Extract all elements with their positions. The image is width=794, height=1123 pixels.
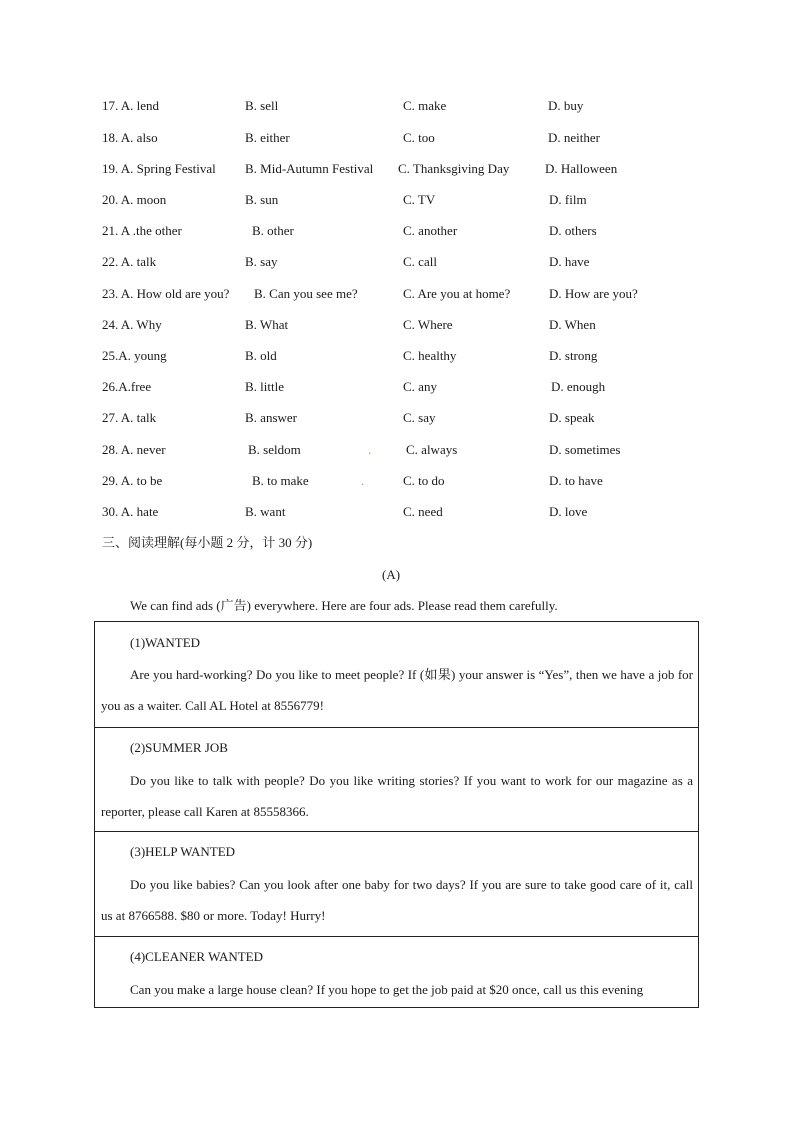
- ads-table: [94, 621, 699, 1008]
- ad-box: [95, 936, 698, 1007]
- question-row: [0, 128, 794, 148]
- option-b: B. old: [245, 348, 277, 363]
- ad-text: Do you like babies? Can you look after one baby for two days? If you are sure to take good care of it, call us at 8766588. $80 or more. Today! Hurry!: [101, 877, 693, 923]
- stray-dot: .: [368, 442, 372, 457]
- question-row: [0, 96, 794, 116]
- option-b: B. other: [252, 223, 294, 238]
- option-b: B. sell: [245, 98, 279, 113]
- option-c: C. too: [403, 130, 435, 145]
- option-b: B. little: [245, 379, 284, 394]
- option-c: C. Where: [403, 317, 453, 332]
- option-a: 17. A. lend: [102, 98, 160, 113]
- option-d: D. have: [549, 254, 590, 269]
- option-a: 21. A .the other: [102, 223, 182, 238]
- option-c: C. to do: [403, 473, 445, 488]
- option-d: D. How are you?: [549, 286, 638, 301]
- option-d: D. others: [549, 223, 597, 238]
- option-b: B. either: [245, 130, 290, 145]
- option-a: 29. A. to be: [102, 473, 163, 488]
- ad-text: Can you make a large house clean? If you hope to get the job paid at $20 once, call us this evening: [130, 982, 644, 997]
- option-a: 23. A. How old are you?: [102, 286, 230, 301]
- option-d: D. enough: [551, 379, 606, 394]
- option-a: 22. A. talk: [102, 254, 157, 269]
- option-a: 25.A. young: [102, 348, 167, 363]
- option-c: C. TV: [403, 192, 436, 207]
- option-d: D. to have: [549, 473, 603, 488]
- option-b: B. say: [245, 254, 278, 269]
- ad-title: (4)CLEANER WANTED: [130, 949, 263, 964]
- question-row: [0, 315, 794, 335]
- option-d: D. strong: [549, 348, 598, 363]
- question-row: [0, 221, 794, 241]
- ad-text: Do you like to talk with people? Do you like writing stories? If you want to work for our magazine as a reporter, please call Karen at 85558366.: [101, 773, 693, 819]
- option-c: C. any: [403, 379, 437, 394]
- option-c: C. another: [403, 223, 458, 238]
- question-row: [0, 159, 794, 179]
- ad-title: (1)WANTED: [130, 635, 201, 650]
- option-c: C. say: [403, 410, 436, 425]
- option-a: 19. A. Spring Festival: [102, 161, 216, 176]
- option-b: B. answer: [245, 410, 297, 425]
- option-c: C. call: [403, 254, 437, 269]
- option-c: C. need: [403, 504, 443, 519]
- option-d: D. When: [549, 317, 596, 332]
- option-b: B. Mid-Autumn Festival: [245, 161, 374, 176]
- question-row: [0, 190, 794, 210]
- option-d: D. film: [549, 192, 587, 207]
- option-a: 18. A. also: [102, 130, 158, 145]
- passage-intro: We can find ads (广告) everywhere. Here are four ads. Please read them carefully.: [130, 598, 558, 613]
- option-d: D. speak: [549, 410, 595, 425]
- question-row: [0, 284, 794, 304]
- ad-title: (3)HELP WANTED: [130, 844, 236, 859]
- question-row: [0, 252, 794, 272]
- option-a: 26.A.free: [102, 379, 152, 394]
- option-d: D. neither: [548, 130, 600, 145]
- option-d: D. buy: [548, 98, 584, 113]
- option-b: B. to make: [252, 473, 309, 488]
- option-a: 30. A. hate: [102, 504, 159, 519]
- option-b: B. sun: [245, 192, 279, 207]
- question-row: [0, 471, 794, 491]
- passage-label: (A): [382, 567, 401, 582]
- question-row: [0, 377, 794, 397]
- option-d: D. love: [549, 504, 588, 519]
- ad-title: (2)SUMMER JOB: [130, 740, 228, 755]
- option-c: C. Are you at home?: [403, 286, 511, 301]
- option-d: D. Halloween: [545, 161, 618, 176]
- option-a: 24. A. Why: [102, 317, 162, 332]
- question-row: [0, 346, 794, 366]
- option-a: 28. A. never: [102, 442, 166, 457]
- question-row: [0, 440, 794, 460]
- option-a: 20. A. moon: [102, 192, 167, 207]
- question-row: [0, 408, 794, 428]
- ad-box: [95, 727, 698, 831]
- option-b: B. want: [245, 504, 286, 519]
- stray-dot: .: [361, 473, 365, 488]
- option-a: 27. A. talk: [102, 410, 157, 425]
- ad-text: Are you hard-working? Do you like to meet people? If (如果) your answer is “Yes”, then we have a job for you as a waiter. Call AL Hotel at 8556779!: [101, 667, 693, 713]
- option-c: C. make: [403, 98, 447, 113]
- option-d: D. sometimes: [549, 442, 621, 457]
- section-heading: 三、阅读理解(每小题 2 分，计 30 分): [102, 535, 313, 550]
- option-c: C. Thanksgiving Day: [398, 161, 510, 176]
- option-b: B. Can you see me?: [254, 286, 358, 301]
- ad-box: [95, 622, 698, 727]
- option-b: B. seldom: [248, 442, 301, 457]
- question-row: [0, 502, 794, 522]
- option-c: C. always: [406, 442, 458, 457]
- option-c: C. healthy: [403, 348, 457, 363]
- option-b: B. What: [245, 317, 289, 332]
- ad-box: [95, 831, 698, 936]
